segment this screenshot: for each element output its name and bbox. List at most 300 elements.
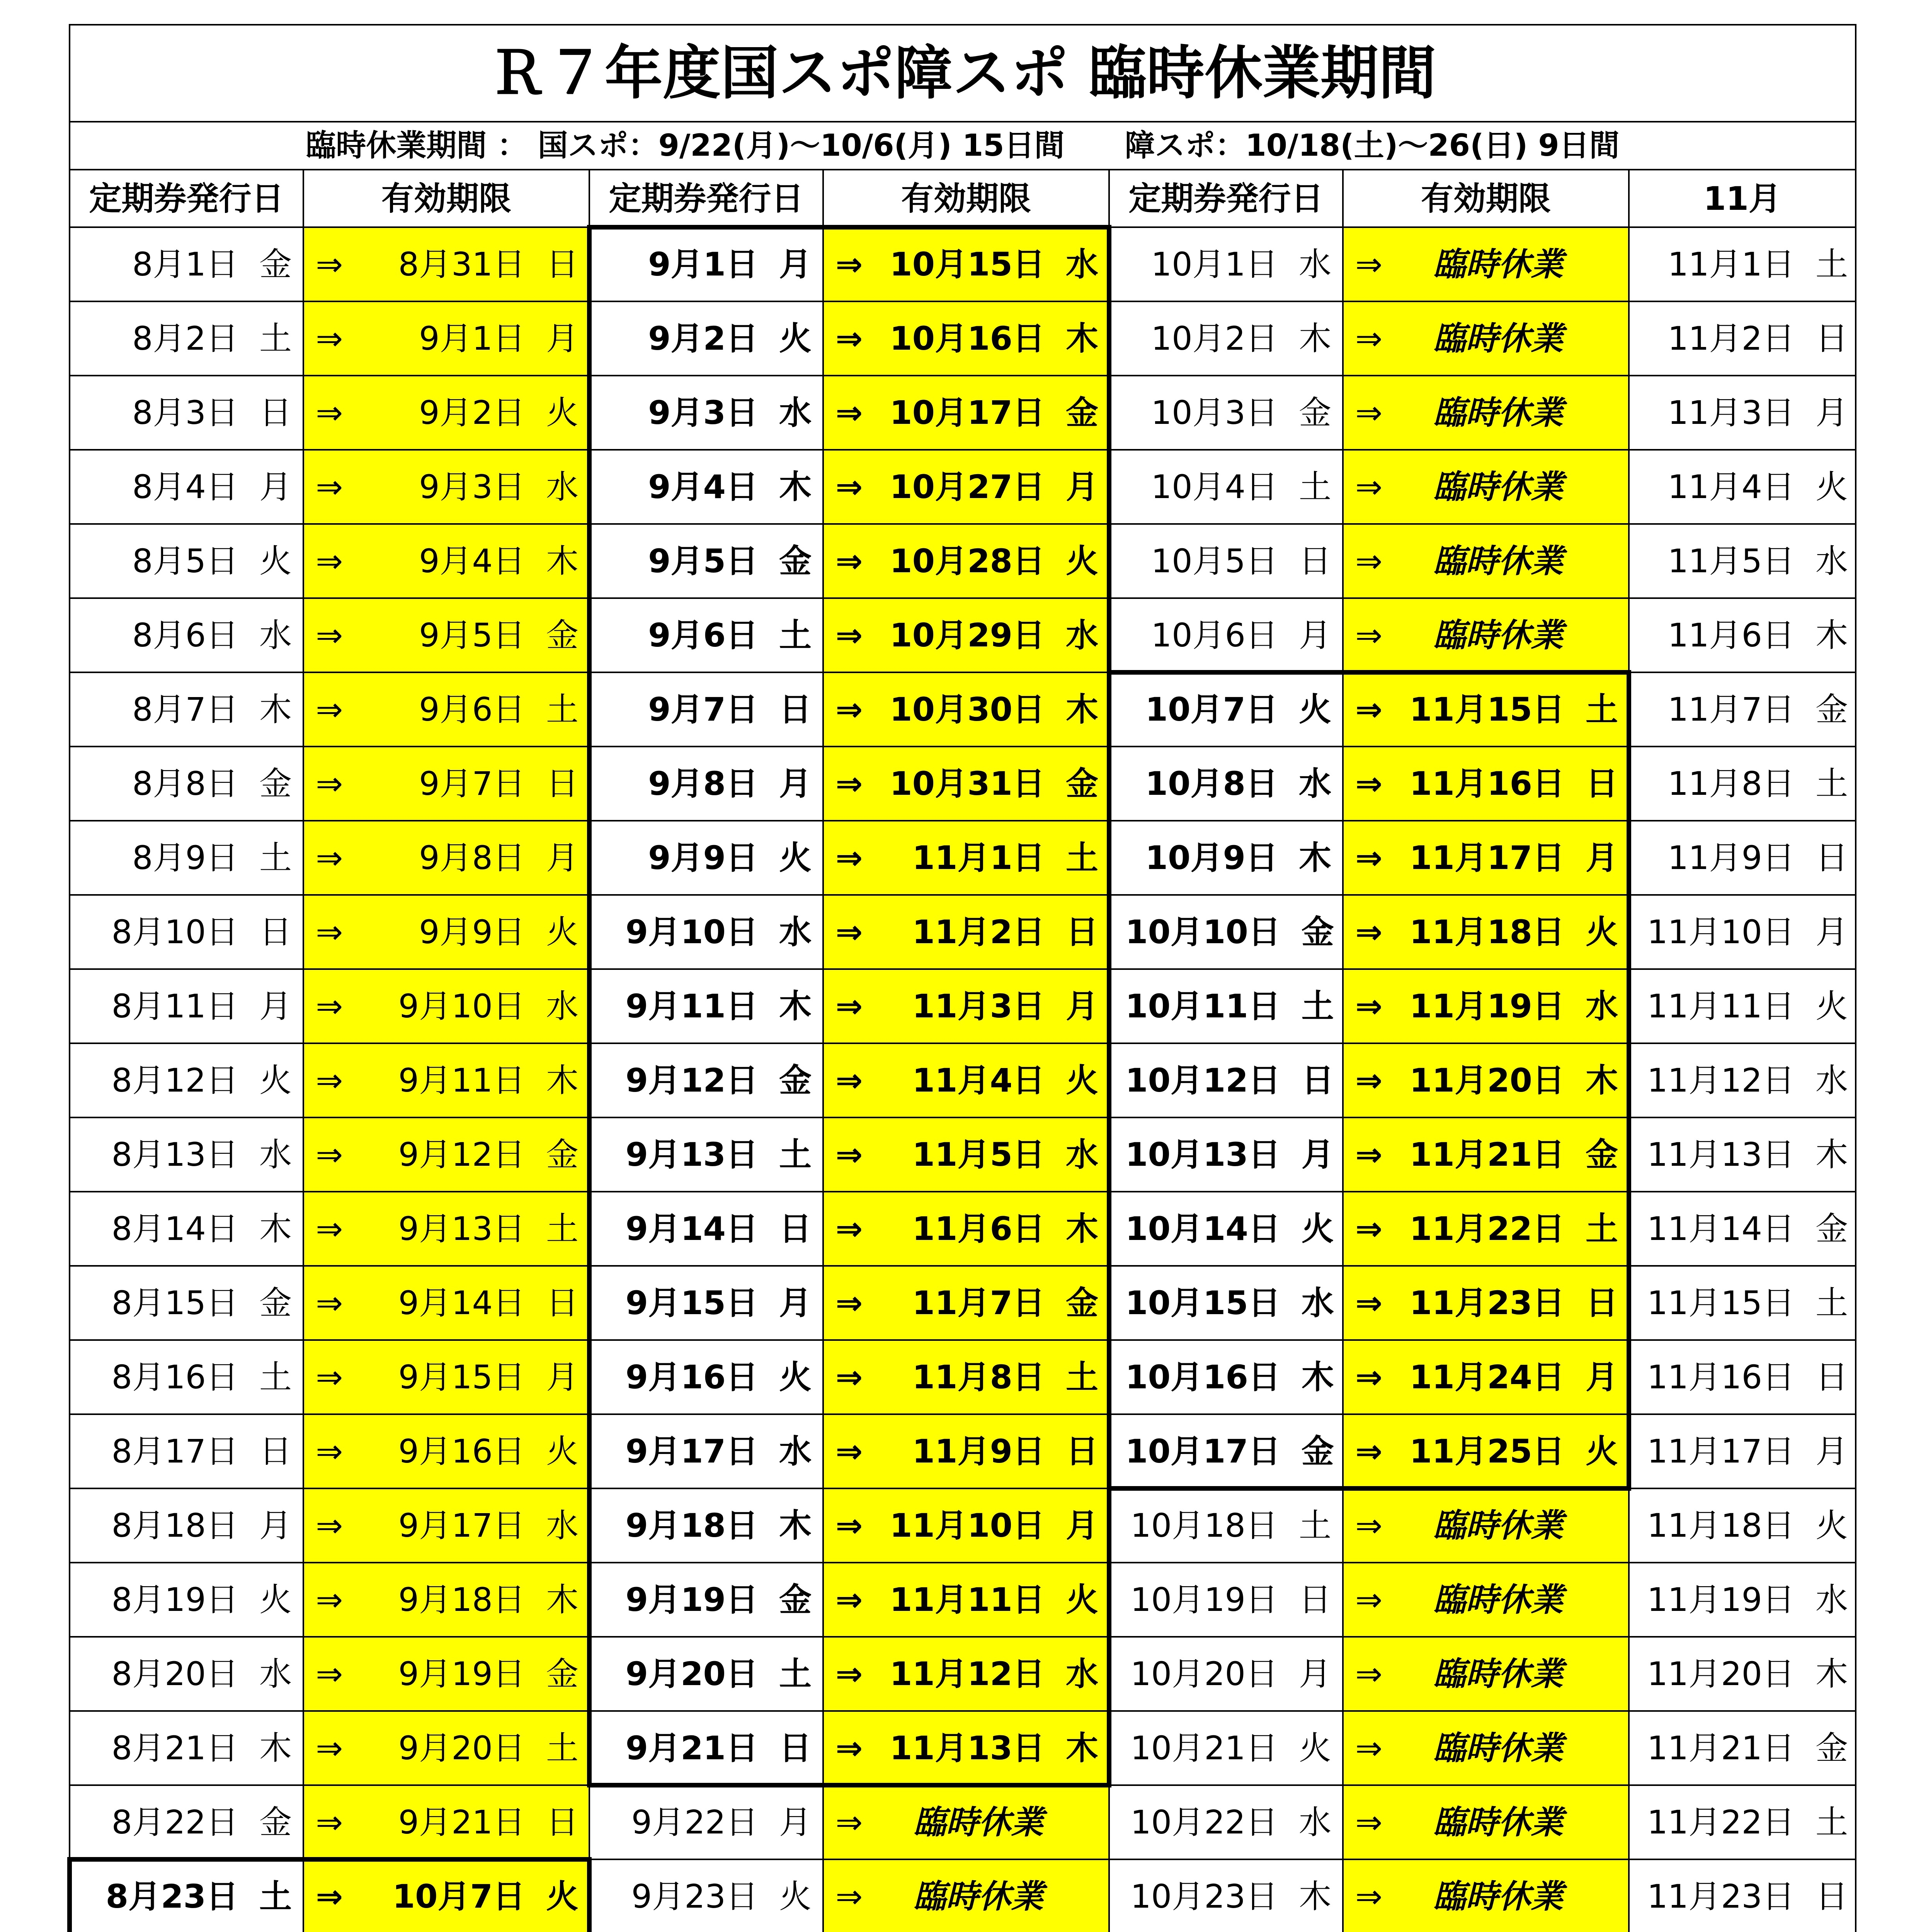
- issue-date-cell: [589, 1637, 823, 1711]
- weekday-text: 日: [1585, 765, 1618, 803]
- closed-label: 臨時休業: [1433, 1729, 1563, 1767]
- issue-date-cell: [70, 598, 303, 672]
- weekday-text: 土: [1815, 765, 1848, 803]
- valid-until-cell: [823, 1563, 1109, 1637]
- table-row: [70, 1859, 1856, 1932]
- date-text: 10月29日: [890, 616, 1045, 654]
- weekday-text: 土: [1815, 1803, 1848, 1841]
- valid-until-cell: [823, 1192, 1109, 1266]
- date-text: 11月2日: [1668, 320, 1795, 357]
- issue-date-cell: [1109, 969, 1343, 1043]
- issue-date-cell: [589, 450, 823, 524]
- valid-until-cell: [303, 1340, 589, 1414]
- weekday-text: 火: [1815, 1507, 1848, 1544]
- date-text: 10月22日: [1130, 1803, 1278, 1841]
- weekday-text: 火: [546, 913, 579, 951]
- valid-until-cell: [823, 1488, 1109, 1563]
- date-text: 10月5日: [1151, 542, 1278, 580]
- date-text: 11月13日: [890, 1729, 1045, 1767]
- date-text: 8月16日: [111, 1358, 238, 1396]
- november-date-cell: [1629, 598, 1856, 672]
- date-text: 9月5日: [648, 542, 758, 580]
- issue-date-cell: [70, 1117, 303, 1192]
- date-text: 10月4日: [1151, 468, 1278, 506]
- weekday-text: 土: [779, 1136, 812, 1173]
- issue-date-cell: [589, 1117, 823, 1192]
- weekday-text: 土: [259, 1358, 292, 1396]
- date-text: 9月13日: [625, 1136, 758, 1173]
- valid-until-cell: [303, 376, 589, 450]
- weekday-text: 火: [779, 1358, 812, 1396]
- date-text: 10月16日: [1125, 1358, 1281, 1396]
- header-valid-until: 有効期限: [1343, 170, 1629, 227]
- issue-date-cell: [70, 1785, 303, 1859]
- november-date-cell: [1629, 1711, 1856, 1785]
- issue-date-cell: [1109, 1266, 1343, 1340]
- period-row: [70, 122, 1856, 170]
- date-text: 11月2日: [912, 913, 1045, 951]
- arrow-icon: ⇒: [1355, 1210, 1383, 1248]
- issue-date-cell: [589, 672, 823, 747]
- issue-date-cell: [70, 1266, 303, 1340]
- weekday-text: 日: [1301, 1061, 1334, 1099]
- date-text: 9月15日: [398, 1358, 525, 1396]
- date-text: 11月16日: [1409, 765, 1565, 803]
- closed-label: 臨時休業: [1433, 1655, 1563, 1693]
- weekday-text: 木: [1301, 1358, 1334, 1396]
- weekday-text: 金: [779, 1581, 812, 1619]
- issue-date-cell: [1109, 598, 1343, 672]
- weekday-text: 月: [1065, 987, 1098, 1025]
- date-text: 11月24日: [1409, 1358, 1565, 1396]
- closed-cell: [1343, 1785, 1629, 1859]
- weekday-text: 日: [1815, 1878, 1848, 1915]
- valid-until-cell: [1343, 969, 1629, 1043]
- arrow-icon: ⇒: [1355, 839, 1383, 877]
- weekday-text: 日: [1298, 542, 1331, 580]
- weekday-text: 木: [1065, 320, 1098, 357]
- arrow-icon: ⇒: [835, 1210, 863, 1248]
- date-text: 9月15日: [625, 1284, 758, 1322]
- weekday-text: 水: [546, 1507, 579, 1544]
- weekday-text: 水: [546, 468, 579, 506]
- date-text: 9月5日: [419, 616, 525, 654]
- table-row: [70, 969, 1856, 1043]
- valid-until-cell: [823, 969, 1109, 1043]
- issue-date-cell: [589, 747, 823, 821]
- arrow-icon: ⇒: [835, 1061, 863, 1099]
- weekday-text: 水: [1815, 542, 1848, 580]
- date-text: 11月6日: [1668, 616, 1795, 654]
- weekday-text: 金: [1065, 394, 1098, 432]
- issue-date-cell: [589, 1488, 823, 1563]
- date-text: 11月19日: [1409, 987, 1565, 1025]
- date-text: 9月14日: [625, 1210, 758, 1248]
- header-november: 11月: [1629, 170, 1856, 227]
- valid-until-cell: [1343, 1192, 1629, 1266]
- weekday-text: 火: [1065, 1061, 1098, 1099]
- closed-cell: [1343, 524, 1629, 598]
- closed-cell: [1343, 598, 1629, 672]
- weekday-text: 火: [1585, 1432, 1618, 1470]
- date-text: 10月6日: [1151, 616, 1278, 654]
- weekday-text: 水: [259, 616, 292, 654]
- issue-date-cell: [1109, 1192, 1343, 1266]
- weekday-text: 火: [546, 1878, 579, 1915]
- date-text: 9月6日: [419, 690, 525, 728]
- date-text: 9月21日: [625, 1729, 758, 1767]
- date-text: 11月10日: [1647, 913, 1795, 951]
- table-row: [70, 450, 1856, 524]
- weekday-text: 金: [546, 1655, 579, 1693]
- closed-cell: [1343, 301, 1629, 376]
- date-text: 10月19日: [1130, 1581, 1278, 1619]
- date-text: 9月2日: [419, 394, 525, 432]
- weekday-text: 月: [1585, 1358, 1618, 1396]
- arrow-icon: ⇒: [835, 616, 863, 654]
- date-text: 10月13日: [1125, 1136, 1281, 1173]
- weekday-text: 木: [1065, 690, 1098, 728]
- date-text: 11月5日: [912, 1136, 1045, 1173]
- arrow-icon: ⇒: [316, 1136, 343, 1173]
- valid-until-cell: [1343, 1117, 1629, 1192]
- table-row: [70, 747, 1856, 821]
- table-row: [70, 1637, 1856, 1711]
- weekday-text: 土: [546, 1729, 579, 1767]
- date-text: 11月16日: [1647, 1358, 1795, 1396]
- arrow-icon: ⇒: [1355, 1581, 1383, 1619]
- arrow-icon: ⇒: [1355, 245, 1383, 283]
- november-date-cell: [1629, 1637, 1856, 1711]
- weekday-text: 木: [1585, 1061, 1618, 1099]
- weekday-text: 金: [1065, 765, 1098, 803]
- date-text: 8月6日: [132, 616, 238, 654]
- weekday-text: 木: [1815, 616, 1848, 654]
- closed-label: 臨時休業: [1433, 542, 1563, 580]
- weekday-text: 火: [1298, 690, 1331, 728]
- date-text: 10月14日: [1125, 1210, 1281, 1248]
- november-date-cell: [1629, 1192, 1856, 1266]
- closed-label: 臨時休業: [1433, 394, 1563, 432]
- weekday-text: 木: [259, 690, 292, 728]
- arrow-icon: ⇒: [316, 1803, 343, 1841]
- date-text: 10月31日: [890, 765, 1045, 803]
- closed-cell: [1343, 376, 1629, 450]
- date-text: 9月8日: [419, 839, 525, 877]
- november-date-cell: [1629, 376, 1856, 450]
- weekday-text: 木: [259, 1210, 292, 1248]
- weekday-text: 日: [1065, 1432, 1098, 1470]
- closure-period-text: 臨時休業期間 ： 国スポ：9/22(月)～10/6(月) 15日間 障スポ：10/18(土)～26(日) 9日間: [70, 122, 1856, 170]
- weekday-text: 木: [779, 468, 812, 506]
- weekday-text: 日: [779, 1210, 812, 1248]
- date-text: 8月5日: [132, 542, 238, 580]
- weekday-text: 水: [779, 1432, 812, 1470]
- arrow-icon: ⇒: [1355, 1878, 1383, 1915]
- november-date-cell: [1629, 1340, 1856, 1414]
- arrow-icon: ⇒: [316, 1878, 343, 1915]
- closed-cell: [1343, 227, 1629, 301]
- weekday-text: 火: [259, 1061, 292, 1099]
- arrow-icon: ⇒: [1355, 1655, 1383, 1693]
- weekday-text: 月: [779, 245, 812, 283]
- weekday-text: 土: [1815, 245, 1848, 283]
- arrow-icon: ⇒: [835, 1432, 863, 1470]
- date-text: 8月1日: [132, 245, 238, 283]
- arrow-icon: ⇒: [316, 320, 343, 357]
- valid-until-cell: [823, 598, 1109, 672]
- weekday-text: 日: [546, 1284, 579, 1322]
- date-text: 11月8日: [912, 1358, 1045, 1396]
- closed-label: 臨時休業: [1433, 1803, 1563, 1841]
- date-text: 9月17日: [625, 1432, 758, 1470]
- weekday-text: 月: [1585, 839, 1618, 877]
- date-text: 9月4日: [419, 542, 525, 580]
- date-text: 11月14日: [1647, 1210, 1795, 1248]
- arrow-icon: ⇒: [1355, 1136, 1383, 1173]
- date-text: 11月18日: [1647, 1507, 1795, 1544]
- valid-until-cell: [1343, 747, 1629, 821]
- weekday-text: 火: [259, 1581, 292, 1619]
- valid-until-cell: [1343, 895, 1629, 969]
- weekday-text: 木: [1065, 1729, 1098, 1767]
- issue-date-cell: [1109, 1563, 1343, 1637]
- table-row: [70, 1711, 1856, 1785]
- weekday-text: 水: [1298, 245, 1331, 283]
- weekday-text: 土: [1298, 1507, 1331, 1544]
- weekday-text: 日: [1298, 1581, 1331, 1619]
- november-date-cell: [1629, 1785, 1856, 1859]
- date-text: 10月2日: [1151, 320, 1278, 357]
- valid-until-cell: [823, 1711, 1109, 1785]
- valid-until-cell: [823, 1117, 1109, 1192]
- date-text: 11月5日: [1668, 542, 1795, 580]
- november-date-cell: [1629, 672, 1856, 747]
- weekday-text: 木: [1815, 1655, 1848, 1693]
- date-text: 11月15日: [1409, 690, 1565, 728]
- valid-until-cell: [303, 598, 589, 672]
- issue-date-cell: [70, 969, 303, 1043]
- table-row: [70, 895, 1856, 969]
- weekday-text: 月: [1301, 1136, 1334, 1173]
- issue-date-cell: [1109, 1043, 1343, 1117]
- weekday-text: 土: [779, 616, 812, 654]
- date-text: 9月18日: [398, 1581, 525, 1619]
- issue-date-cell: [1109, 301, 1343, 376]
- date-text: 8月19日: [111, 1581, 238, 1619]
- issue-date-cell: [70, 821, 303, 895]
- valid-until-cell: [1343, 672, 1629, 747]
- closed-label: 臨時休業: [1433, 468, 1563, 506]
- weekday-text: 月: [779, 765, 812, 803]
- date-text: 9月12日: [398, 1136, 525, 1173]
- issue-date-cell: [589, 598, 823, 672]
- date-text: 10月9日: [1145, 839, 1278, 877]
- issue-date-cell: [589, 895, 823, 969]
- issue-date-cell: [1109, 1859, 1343, 1932]
- november-date-cell: [1629, 1117, 1856, 1192]
- arrow-icon: ⇒: [316, 690, 343, 728]
- weekday-text: 木: [546, 1581, 579, 1619]
- valid-until-cell: [1343, 1266, 1629, 1340]
- arrow-icon: ⇒: [835, 394, 863, 432]
- valid-until-cell: [823, 524, 1109, 598]
- weekday-text: 土: [779, 1655, 812, 1693]
- november-date-cell: [1629, 821, 1856, 895]
- arrow-icon: ⇒: [316, 1581, 343, 1619]
- issue-date-cell: [1109, 1785, 1343, 1859]
- date-text: 11月20日: [1409, 1061, 1565, 1099]
- date-text: 9月1日: [419, 320, 525, 357]
- arrow-icon: ⇒: [316, 245, 343, 283]
- weekday-text: 水: [1301, 1284, 1334, 1322]
- date-text: 8月14日: [111, 1210, 238, 1248]
- issue-date-cell: [70, 672, 303, 747]
- date-text: 11月23日: [1647, 1878, 1795, 1915]
- weekday-text: 火: [1585, 913, 1618, 951]
- weekday-text: 土: [259, 320, 292, 357]
- date-text: 10月23日: [1130, 1878, 1278, 1915]
- valid-until-cell: [303, 1192, 589, 1266]
- closed-cell: [1343, 1563, 1629, 1637]
- valid-until-cell: [823, 672, 1109, 747]
- weekday-text: 金: [1585, 1136, 1618, 1173]
- november-date-cell: [1629, 1563, 1856, 1637]
- closed-cell: [1343, 450, 1629, 524]
- date-text: 10月3日: [1151, 394, 1278, 432]
- arrow-icon: ⇒: [316, 1061, 343, 1099]
- weekday-text: 木: [1065, 1210, 1098, 1248]
- date-text: 9月7日: [648, 690, 758, 728]
- weekday-text: 木: [1298, 320, 1331, 357]
- arrow-icon: ⇒: [316, 1507, 343, 1544]
- weekday-text: 日: [1065, 913, 1098, 951]
- date-text: 11月22日: [1647, 1803, 1795, 1841]
- weekday-text: 水: [1065, 1655, 1098, 1693]
- date-text: 8月21日: [111, 1729, 238, 1767]
- closed-cell: [823, 1859, 1109, 1932]
- weekday-text: 土: [1301, 987, 1334, 1025]
- weekday-text: 月: [546, 1358, 579, 1396]
- valid-until-cell: [303, 1043, 589, 1117]
- weekday-text: 火: [546, 394, 579, 432]
- date-text: 9月2日: [648, 320, 758, 357]
- arrow-icon: ⇒: [1355, 394, 1383, 432]
- november-date-cell: [1629, 450, 1856, 524]
- closed-label: 臨時休業: [1433, 1878, 1563, 1915]
- weekday-text: 土: [1065, 839, 1098, 877]
- table-row: [70, 1414, 1856, 1488]
- weekday-text: 金: [1065, 1284, 1098, 1322]
- date-text: 8月12日: [111, 1061, 238, 1099]
- weekday-text: 土: [259, 839, 292, 877]
- weekday-text: 金: [1815, 690, 1848, 728]
- date-text: 10月30日: [890, 690, 1045, 728]
- date-text: 11月4日: [1668, 468, 1795, 506]
- weekday-text: 火: [779, 1878, 812, 1915]
- table-row: [70, 821, 1856, 895]
- column-header-row: [70, 170, 1856, 227]
- date-text: 11月3日: [912, 987, 1045, 1025]
- november-date-cell: [1629, 301, 1856, 376]
- weekday-text: 月: [259, 1507, 292, 1544]
- table-row: [70, 1192, 1856, 1266]
- date-text: 11月12日: [890, 1655, 1045, 1693]
- valid-until-cell: [303, 1117, 589, 1192]
- valid-until-cell: [1343, 1340, 1629, 1414]
- issue-date-cell: [70, 1414, 303, 1488]
- date-text: 9月12日: [625, 1061, 758, 1099]
- weekday-text: 水: [1065, 245, 1098, 283]
- arrow-icon: ⇒: [835, 468, 863, 506]
- valid-until-cell: [303, 1266, 589, 1340]
- weekday-text: 金: [259, 1284, 292, 1322]
- weekday-text: 月: [779, 1803, 812, 1841]
- issue-date-cell: [1109, 376, 1343, 450]
- november-date-cell: [1629, 895, 1856, 969]
- date-text: 10月17日: [890, 394, 1045, 432]
- weekday-text: 金: [259, 765, 292, 803]
- valid-until-cell: [303, 227, 589, 301]
- arrow-icon: ⇒: [835, 1358, 863, 1396]
- date-text: 10月12日: [1125, 1061, 1281, 1099]
- table-row: [70, 376, 1856, 450]
- arrow-icon: ⇒: [835, 839, 863, 877]
- closed-cell: [823, 1785, 1109, 1859]
- date-text: 11月9日: [912, 1432, 1045, 1470]
- date-text: 8月2日: [132, 320, 238, 357]
- weekday-text: 土: [546, 1210, 579, 1248]
- arrow-icon: ⇒: [1355, 1729, 1383, 1767]
- weekday-text: 月: [1815, 394, 1848, 432]
- table-row: [70, 598, 1856, 672]
- issue-date-cell: [1109, 895, 1343, 969]
- weekday-text: 日: [779, 1729, 812, 1767]
- weekday-text: 木: [779, 1507, 812, 1544]
- date-text: 8月18日: [111, 1507, 238, 1544]
- weekday-text: 火: [1298, 1729, 1331, 1767]
- weekday-text: 金: [259, 245, 292, 283]
- issue-date-cell: [1109, 1414, 1343, 1488]
- header-issue-date: 定期券発行日: [1109, 170, 1343, 227]
- date-text: 11月10日: [890, 1507, 1045, 1544]
- date-text: 9月3日: [419, 468, 525, 506]
- weekday-text: 水: [779, 913, 812, 951]
- date-text: 9月10日: [625, 913, 758, 951]
- date-text: 9月7日: [419, 765, 525, 803]
- arrow-icon: ⇒: [835, 245, 863, 283]
- weekday-text: 土: [1298, 468, 1331, 506]
- valid-until-cell: [303, 301, 589, 376]
- issue-date-cell: [70, 895, 303, 969]
- date-text: 10月27日: [890, 468, 1045, 506]
- weekday-text: 水: [1298, 765, 1331, 803]
- arrow-icon: ⇒: [835, 1655, 863, 1693]
- issue-date-cell: [589, 1340, 823, 1414]
- arrow-icon: ⇒: [1355, 913, 1383, 951]
- date-text: 9月22日: [631, 1803, 758, 1841]
- header-issue-date: 定期券発行日: [70, 170, 303, 227]
- issue-date-cell: [589, 1859, 823, 1932]
- weekday-text: 金: [546, 1136, 579, 1173]
- date-text: 11月9日: [1668, 839, 1795, 877]
- valid-until-cell: [823, 1414, 1109, 1488]
- weekday-text: 金: [1301, 913, 1334, 951]
- date-text: 11月17日: [1647, 1432, 1795, 1470]
- issue-date-cell: [1109, 227, 1343, 301]
- weekday-text: 金: [1301, 1432, 1334, 1470]
- weekday-text: 金: [1815, 1210, 1848, 1248]
